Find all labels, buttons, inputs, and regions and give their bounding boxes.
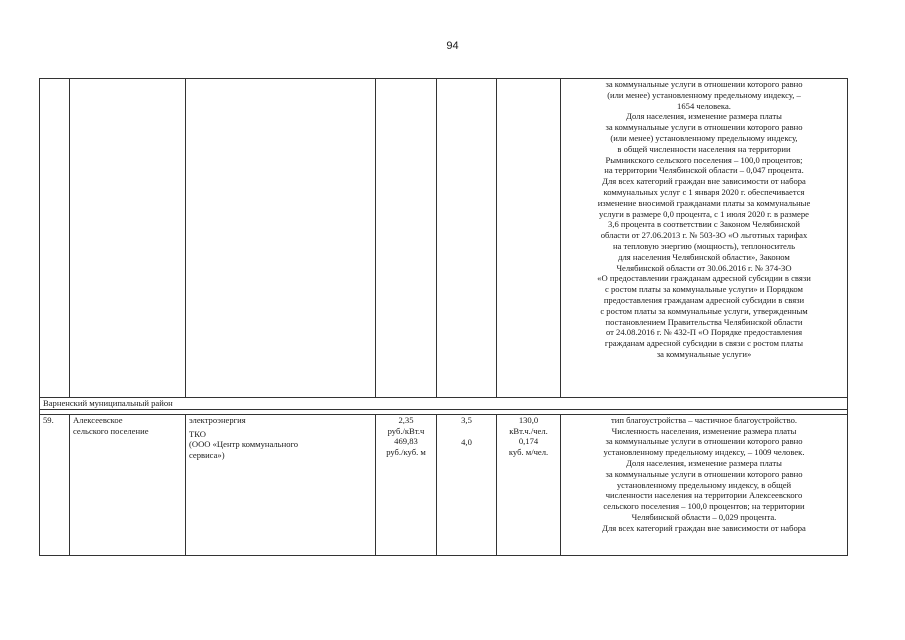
cell-volume-empty — [497, 79, 561, 398]
cell-indices — [437, 414, 497, 555]
cell-tariff-empty — [376, 79, 437, 398]
cell-number-empty — [40, 79, 70, 398]
cell-description-59: тип благоустройства – частичное благоустройство. Численность населения, изменение размера платы за коммунальные услуги в отношении которого равно установленному предельному индексу, – 1009 человек. Доля населения, изменение размера платы за коммунальные услуги в отношении которого равно установленному предельному индексу, в общей численности населения на территории Алексеевского сельского поселения – 100,0 процентов; на территории Челябинской области – 0,029 процента. Для всех категорий граждан вне зависимости от набора — [561, 414, 848, 555]
settlement-name: Алексеевское сельского поселение — [70, 414, 186, 555]
volume-tko: 0,174 куб. м/чел. — [508, 436, 549, 458]
cell-services — [186, 414, 376, 555]
service-electricity: электроэнергия — [189, 414, 246, 425]
cell-description-continued: за коммунальные услуги в отношении которого равно (или менее) установленному предельному индексу, – 1654 человека. Доля населения, изменение размера платы за коммунальные услуги в отношении которого равно (или менее) установленному предельному индексу, в общей численности населения на территории Рымникского сельского поселения – 100,0 процентов; на территории Челябинской области – 0,047 процента. Для всех категорий граждан вне зависимости от набора коммунальных услуг с 1 января 2020 г. обеспечивается изменение вносимой гражданами платы за коммунальные услуги в размере 0,0 процента, с 1 июля 2020 г. в размере 3,6 процента в соответствии с Законом Челябинской области от 27.06.2013 г. № 503-ЗО «О льготных тарифах на тепловую энергию (мощность), теплоноситель для населения Челябинской области», Законом Челябинской области от 30.06.2016 г. № 374-ЗО «О предоставлении гражданам адресной субсидии в связи с ростом платы за коммунальные услуги» и Порядком предоставления гражданам адресной субсидии в связи с ростом платы за коммунальные услуги, утвержденным постановлением Правительства Челябинской области от 24.08.2016 г. № 432-П «О Порядке предоставления гражданам адресной субсидии в связи с ростом платы за коммунальные услуги» — [561, 79, 848, 398]
service-tko: ТКО (ООО «Центр коммунального сервиса») — [189, 428, 299, 461]
cell-tariffs — [376, 414, 437, 555]
cell-service-empty — [186, 79, 376, 398]
tariff-tko: 469,83 руб./куб. м — [386, 436, 426, 458]
cell-volumes — [497, 414, 561, 555]
tariff-electricity: 2,35 руб./кВт.ч — [387, 414, 425, 436]
page-number: 94 — [446, 40, 459, 52]
table-row-59 — [40, 414, 848, 555]
tariff-table — [39, 78, 848, 556]
volume-electricity: 130,0 кВт.ч./чел. — [509, 414, 548, 436]
cell-settlement-empty — [70, 79, 186, 398]
index-electricity: 3,5 — [461, 414, 472, 425]
index-tko: 4,0 — [461, 436, 472, 447]
district-row — [40, 398, 848, 410]
cell-index-empty — [437, 79, 497, 398]
table-row-continued — [40, 79, 848, 398]
row-number: 59. — [40, 414, 70, 555]
district-name: Варненский муниципальный район — [40, 398, 848, 410]
